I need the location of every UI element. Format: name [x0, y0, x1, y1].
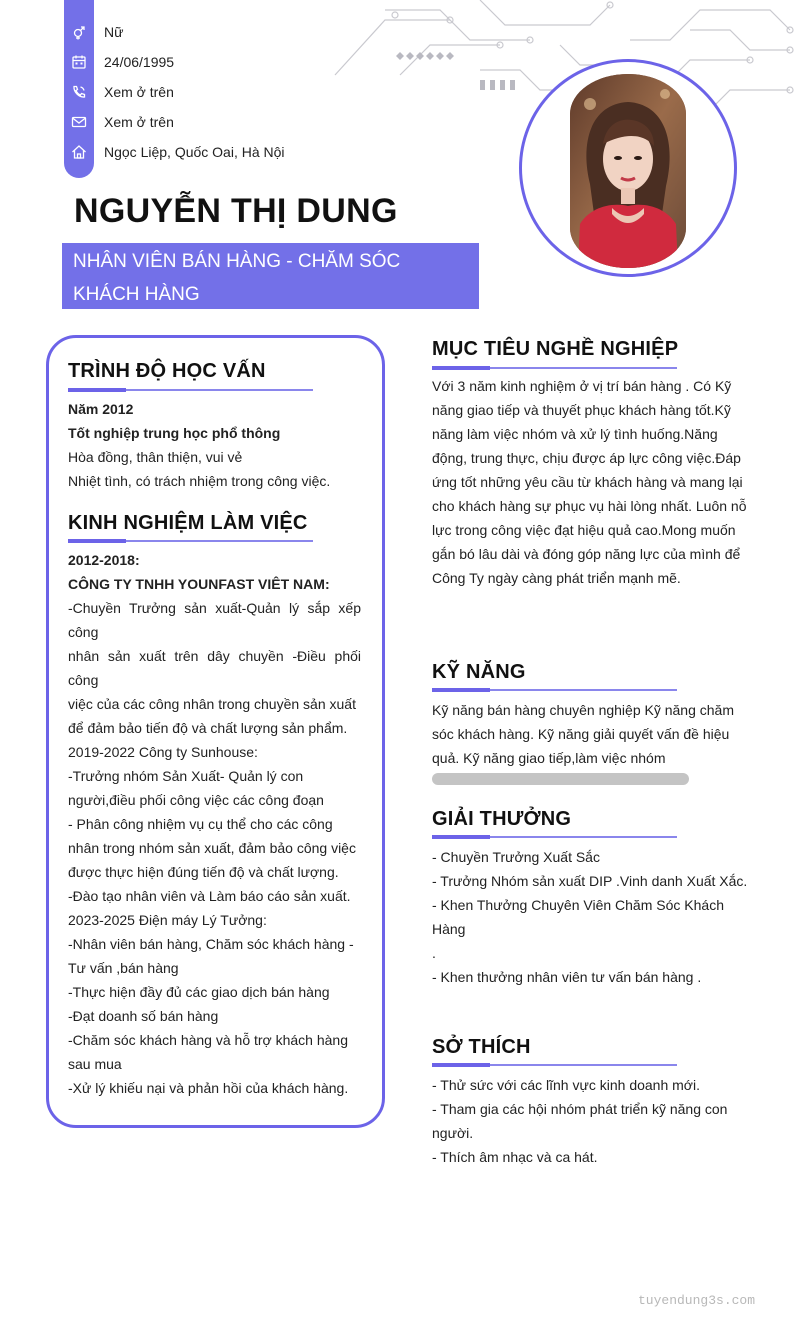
skill-level-bar	[432, 773, 689, 785]
job-title-line-1: NHÂN VIÊN BÁN HÀNG - CHĂM SÓC	[73, 251, 401, 272]
award-item: - Khen Thưởng Chuyên Viên Chăm Sóc Khách Hàng	[432, 897, 724, 937]
award-item: - Trưởng Nhóm sản xuất DIP .Vinh danh Xuất Xắc.	[432, 873, 748, 889]
objective-line: năng giao tiếp và thuyết phục khách hàng tốt.Kỹ	[432, 402, 731, 418]
objective-line: Công Ty ngày càng phát triển mạnh mẽ.	[432, 570, 681, 586]
awards-title: GIẢI THƯỞNG	[432, 808, 572, 830]
experience-line: nhân trong nhóm sản xuất, đảm bảo công việc	[68, 840, 356, 856]
experience-line: -Trưởng nhóm Sản Xuất- Quản lý con	[68, 768, 304, 784]
experience-line: - Phân công nhiệm vụ cụ thể cho các công	[68, 816, 333, 832]
objective-line: Với 3 năm kinh nghiệm ở vị trí bán hàng . Có Kỹ	[432, 378, 732, 394]
award-item: - Chuyền Trưởng Xuất Sắc	[432, 849, 600, 865]
objective-line: động, trung thực, chịu được áp lực công việc.Đáp	[432, 450, 741, 466]
education-title: TRÌNH ĐỘ HỌC VẤN	[68, 360, 266, 382]
awards-section	[432, 845, 750, 989]
contact-address	[64, 137, 364, 167]
experience-line: 2023-2025 Điện máy Lý Tưởng:	[68, 912, 267, 928]
hobbies-title: SỞ THÍCH	[432, 1036, 531, 1058]
education-degree: Tốt nghiệp trung học phổ thông	[68, 425, 281, 441]
experience-line: 2019-2022 Công ty Sunhouse:	[68, 744, 258, 760]
address-text: Ngọc Liệp, Quốc Oai, Hà Nội	[104, 144, 285, 160]
mail-icon	[64, 107, 94, 137]
gender-icon	[64, 17, 94, 47]
objective-title: MỤC TIÊU NGHỀ NGHIỆP	[432, 338, 679, 360]
experience-underline	[68, 540, 313, 542]
dob-text: 24/06/1995	[104, 54, 175, 70]
hobby-item: - Tham gia các hội nhóm phát triển kỹ năng con	[432, 1101, 728, 1117]
candidate-name: NGUYỄN THỊ DUNG	[74, 192, 398, 230]
hobby-item: - Thử sức với các lĩnh vực kinh doanh mới.	[432, 1077, 700, 1093]
experience-section	[68, 548, 361, 1100]
job-title-box	[62, 243, 479, 309]
gender-text: Nữ	[104, 24, 124, 40]
experience-line: sau mua	[68, 1056, 122, 1072]
experience-line: việc của các công nhân trong chuyền sản xuất	[68, 696, 356, 712]
objective-line: cho khách hàng sự phục vụ hài lòng nhất. Luôn nỗ	[432, 498, 747, 514]
experience-line: -Xử lý khiếu nại và phản hồi của khách hàng.	[68, 1080, 349, 1096]
objective-section	[432, 374, 750, 590]
experience-line: -Chuyền Trưởng sản xuất-Quản lý sắp xếp công	[68, 600, 361, 640]
education-year: Năm 2012	[68, 401, 134, 417]
contact-gender	[64, 17, 364, 47]
hobby-item: - Thích âm nhạc và ca hát.	[432, 1149, 598, 1165]
contact-email	[64, 107, 364, 137]
experience-line: để đảm bảo tiến độ và chất lượng sản phẩm.	[68, 720, 348, 736]
awards-underline	[432, 836, 677, 838]
skills-line: quả. Kỹ năng giao tiếp,làm việc nhóm	[432, 750, 666, 766]
calendar-icon	[64, 47, 94, 77]
email-text: Xem ở trên	[104, 114, 174, 130]
objective-underline	[432, 367, 677, 369]
education-section	[68, 397, 368, 493]
objective-line: lực trong công việc đạt hiệu quả cao.Mong muốn	[432, 522, 736, 538]
experience-line: -Thực hiện đầy đủ các giao dịch bán hàng	[68, 984, 330, 1000]
education-underline	[68, 389, 313, 391]
experience-line: người,điều phối công việc các công đoạn	[68, 792, 324, 808]
home-icon	[64, 137, 94, 167]
phone-icon	[64, 77, 94, 107]
skills-line: Kỹ năng bán hàng chuyên nghiệp Kỹ năng chăm	[432, 702, 735, 718]
experience-line: CÔNG TY TNHH YOUNFAST VIÊT NAM:	[68, 576, 330, 592]
objective-line: năng làm việc nhóm và xử lý tình huống.Năng	[432, 426, 718, 442]
experience-line: -Nhân viên bán hàng, Chăm sóc khách hàng -	[68, 936, 354, 952]
experience-title: KINH NGHIỆM LÀM VIỆC	[68, 512, 308, 534]
hobby-item: người.	[432, 1125, 474, 1141]
skills-underline	[432, 689, 677, 691]
experience-line: Tư vấn ,bán hàng	[68, 960, 179, 976]
experience-line: 2012-2018:	[68, 552, 140, 568]
profile-photo	[570, 74, 686, 268]
experience-line: nhân sản xuất trên dây chuyền -Điều phối công	[68, 648, 361, 688]
experience-line: được thực hiện đúng tiến độ và chất lượng.	[68, 864, 339, 880]
education-line-2: Nhiệt tình, có trách nhiệm trong công việc.	[68, 473, 331, 489]
hobbies-underline	[432, 1064, 677, 1066]
skills-line: sóc khách hàng. Kỹ năng giải quyết vấn đề hiệu	[432, 726, 730, 742]
award-item: - Khen thưởng nhân viên tư vấn bán hàng .	[432, 969, 702, 985]
experience-line: -Đạt doanh số bán hàng	[68, 1008, 219, 1024]
watermark: tuyendung3s.com	[638, 1293, 756, 1308]
objective-line: gắn bó lâu dài và đóng góp năng lực của mình để	[432, 546, 741, 562]
experience-line: -Đào tạo nhân viên và Làm báo cáo sản xuất.	[68, 888, 351, 904]
objective-line: ứng tốt những yêu cầu từ khách hàng và mang lại	[432, 474, 743, 490]
contact-dob	[64, 47, 364, 77]
experience-line: -Chăm sóc khách hàng và hỗ trợ khách hàng	[68, 1032, 349, 1048]
skills-section	[432, 698, 750, 770]
education-line-1: Hòa đồng, thân thiện, vui vẻ	[68, 449, 243, 465]
job-title-line-2: KHÁCH HÀNG	[73, 284, 200, 305]
phone-text: Xem ở trên	[104, 84, 174, 100]
award-item: .	[432, 945, 436, 961]
hobbies-section	[432, 1073, 750, 1169]
contact-phone	[64, 77, 364, 107]
skills-title: KỸ NĂNG	[432, 661, 526, 683]
